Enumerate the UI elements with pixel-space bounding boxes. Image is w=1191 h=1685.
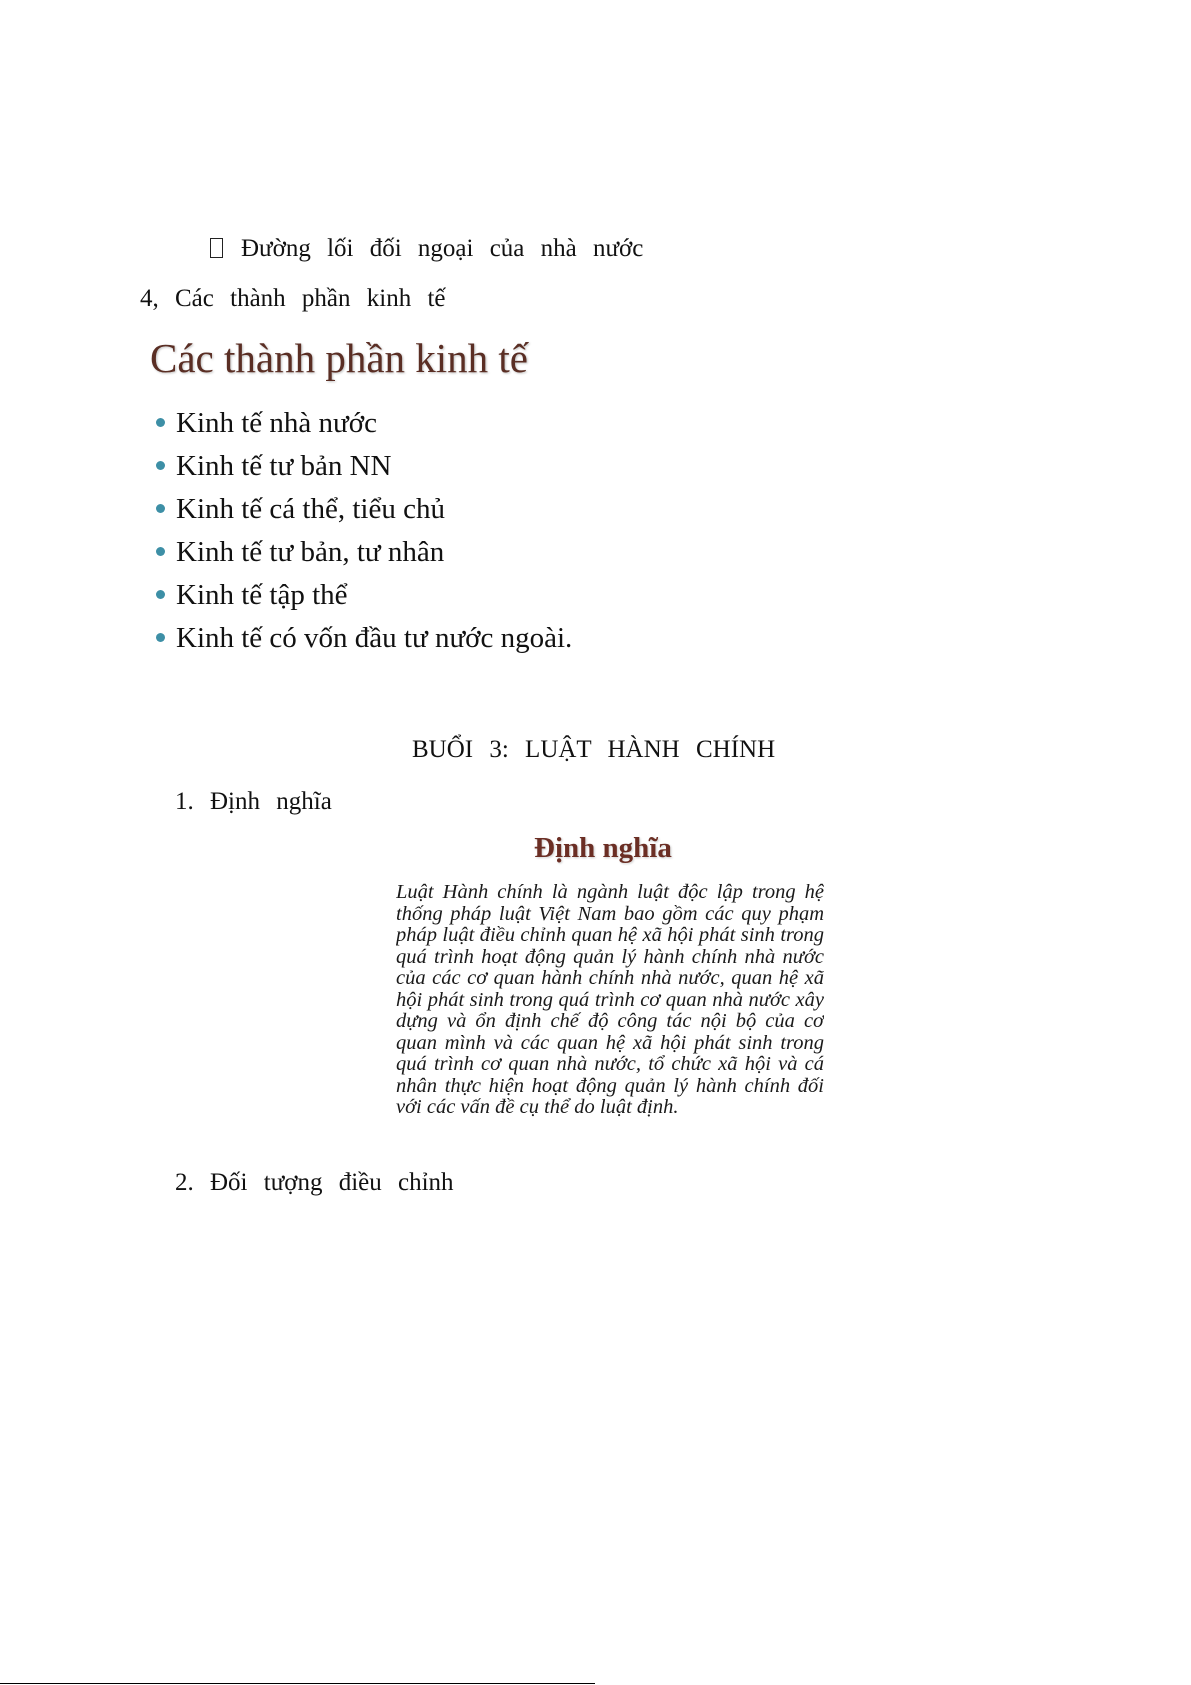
slide-title: Các thành phần kinh tế xyxy=(150,335,529,381)
sector-label: Kinh tế tư bản, tư nhân xyxy=(176,536,445,568)
page-bottom-rule xyxy=(0,1683,595,1684)
sector-label: Kinh tế nhà nước xyxy=(176,407,377,439)
definition-paragraph: Luật Hành chính là ngành luật độc lập trong hệ thống pháp luật Việt Nam bao gồm các quy phạm pháp luật điều chỉnh quan hệ xã hội phát sinh trong quá trình hoạt động quản lý hành chính nhà nước của các cơ quan hành chính nhà nước, quan hệ xã hội phát sinh trong quá trình cơ quan nhà nước xây dựng và ổn định chế độ công tác nội bộ của cơ quan mình và các quan hệ xã hội phát sinh trong quá trình cơ quan nhà nước, tổ chức xã hội và cá nhân thực hiện hoạt động quản lý hành chính đối với các vấn đề cụ thể do luật định. xyxy=(396,882,824,1118)
foreign-policy-item xyxy=(210,236,643,261)
session-3-title: BUỔI 3: LUẬT HÀNH CHÍNH xyxy=(412,736,776,763)
sector-label: Kinh tế có vốn đầu tư nước ngoài. xyxy=(176,622,573,654)
sector-label: Kinh tế cá thể, tiểu chủ xyxy=(176,493,445,525)
item-1-definition: 1. Định nghĩa xyxy=(175,788,332,815)
bullet-dot-icon xyxy=(156,418,165,427)
sector-label: Kinh tế tập thể xyxy=(176,579,348,611)
sector-list-item xyxy=(156,402,572,445)
sector-list-item xyxy=(156,617,572,660)
bullet-dot-icon xyxy=(156,461,165,470)
section-4-heading: 4, Các thành phần kinh tế xyxy=(140,285,446,312)
bullet-dot-icon xyxy=(156,590,165,599)
sector-label: Kinh tế tư bản NN xyxy=(176,450,392,482)
sector-list-item xyxy=(156,488,572,531)
definition-title: Định nghĩa xyxy=(534,832,672,864)
bullet-dot-icon xyxy=(156,633,165,642)
sector-list-item xyxy=(156,531,572,574)
foreign-policy-text: Đường lối đối ngoại của nhà nước xyxy=(241,235,644,262)
slide-definition xyxy=(396,830,828,1150)
square-bullet-icon xyxy=(210,238,223,258)
item-2-regulated-subject: 2. Đối tượng điều chỉnh xyxy=(175,1169,454,1196)
slide-economic-sectors xyxy=(146,334,616,664)
sector-list-item xyxy=(156,445,572,488)
bullet-dot-icon xyxy=(156,547,165,556)
bullet-dot-icon xyxy=(156,504,165,513)
sector-list-item xyxy=(156,574,572,617)
sector-list xyxy=(156,402,572,660)
